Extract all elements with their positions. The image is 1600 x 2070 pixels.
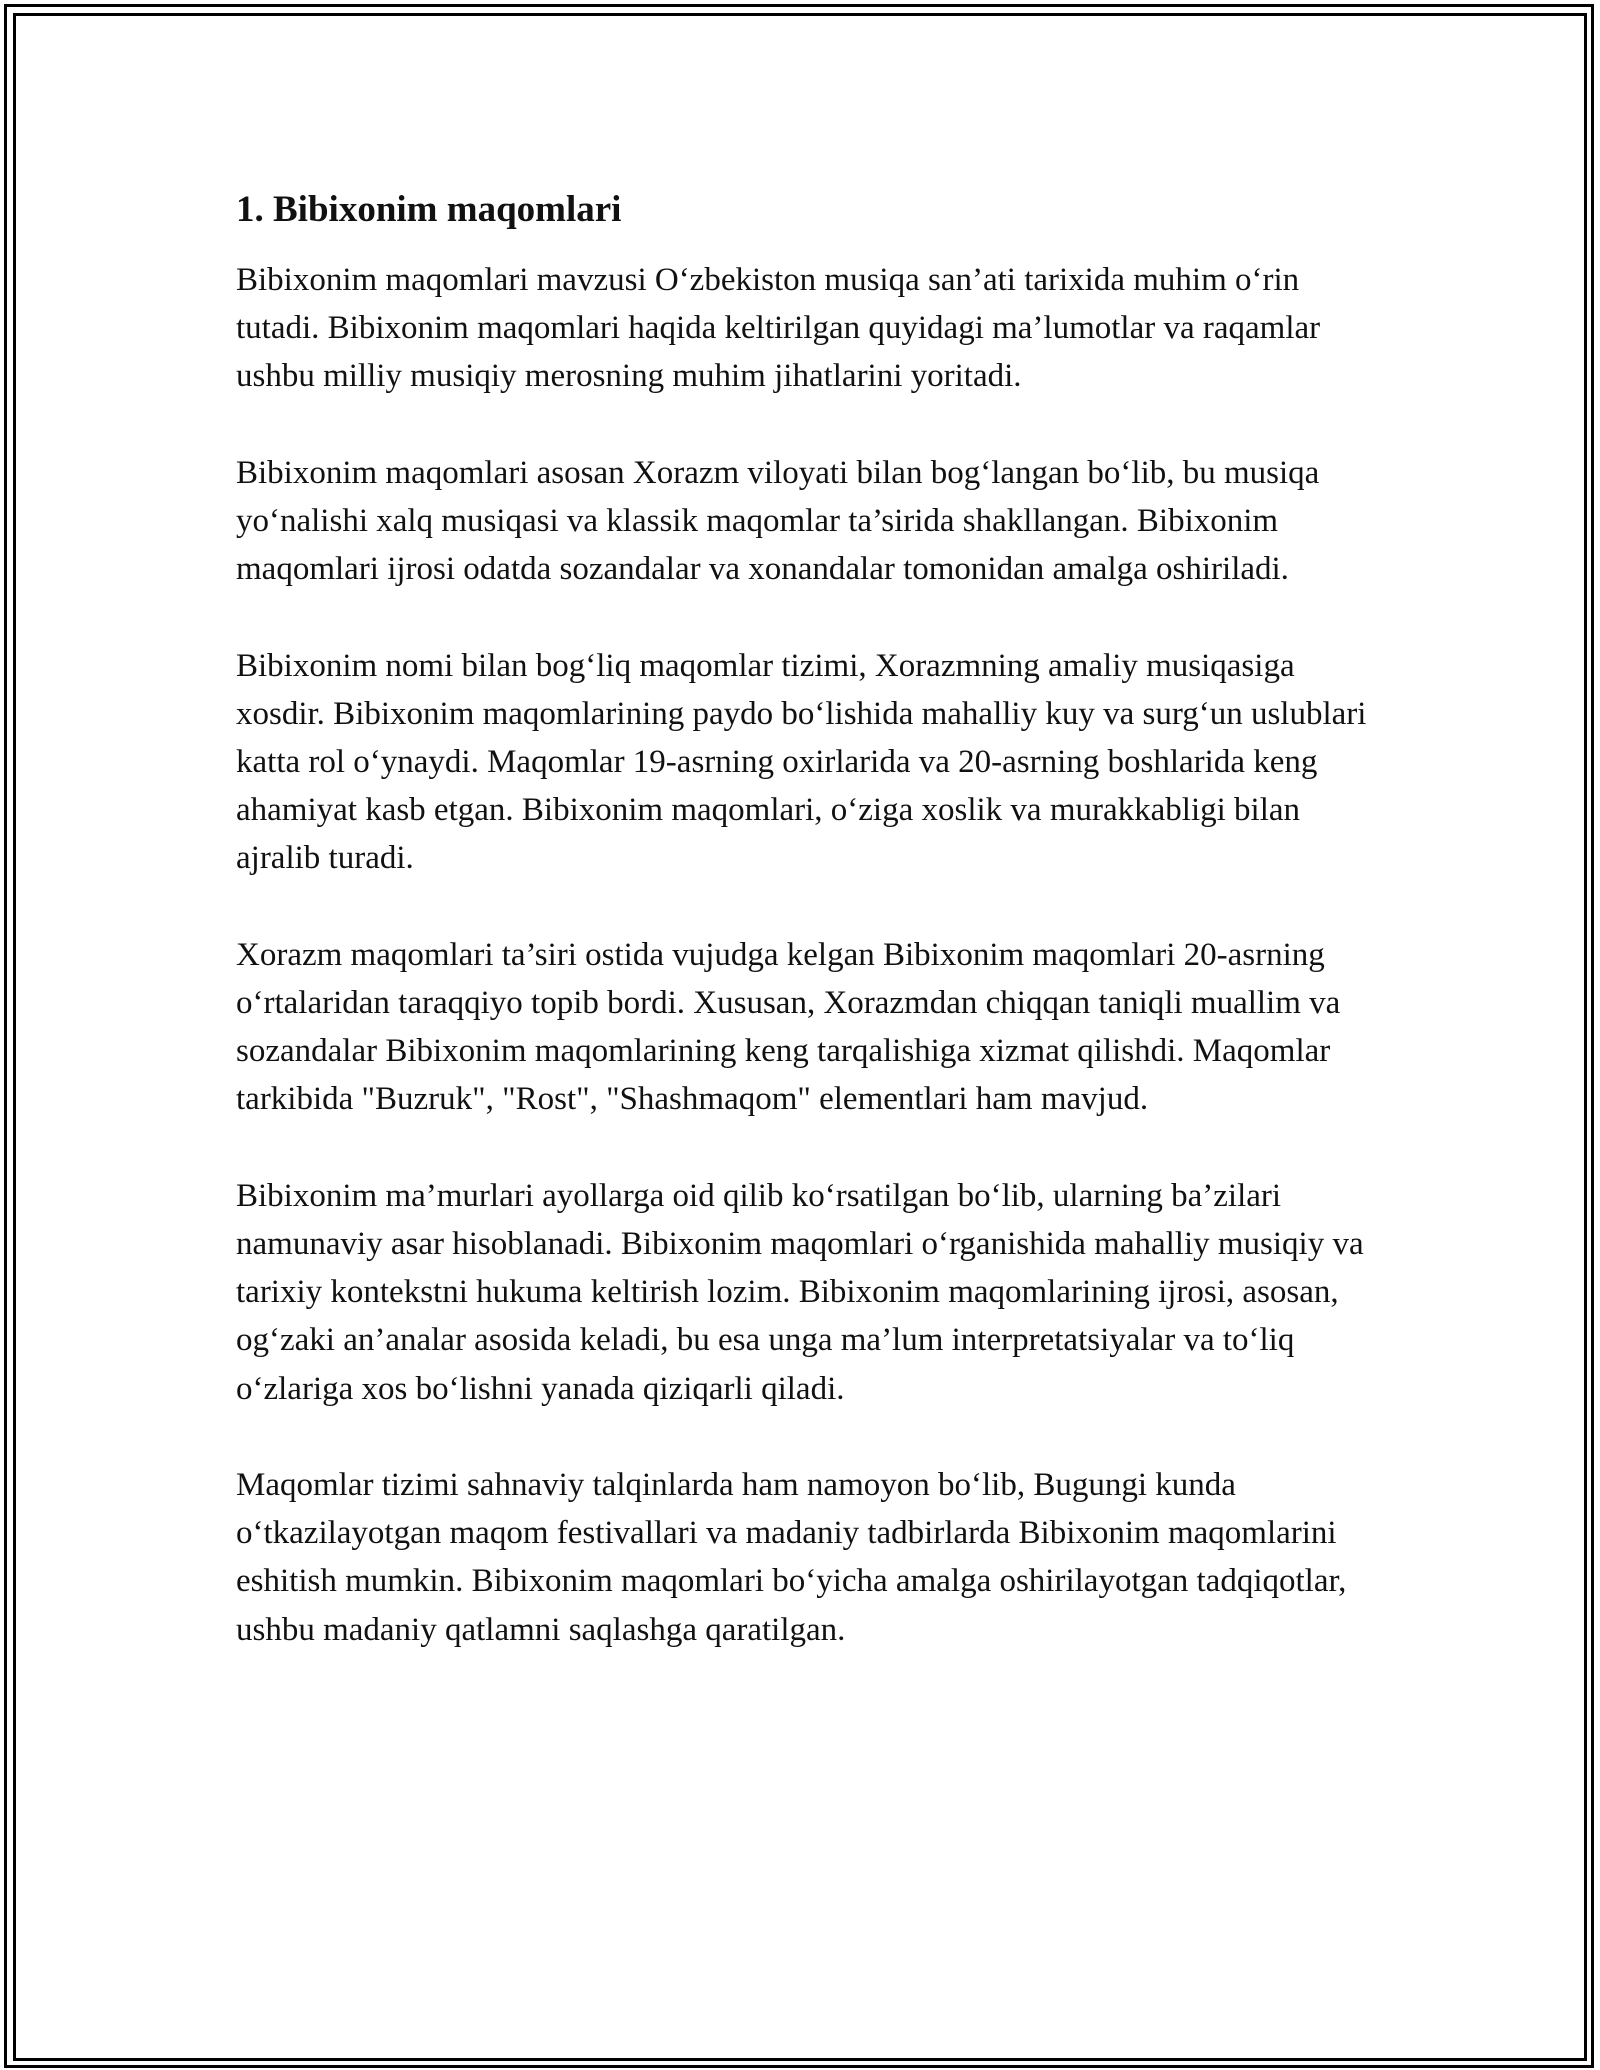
paragraph-2: Bibixonim maqomlari asosan Xorazm viloyati bilan bog‘langan bo‘lib, bu musiqa yo‘nalishi xalq musiqasi va klassik maqomlar ta’sirida shakllangan. Bibixonim maqomlari ijrosi odatda sozandalar va xonandalar tomonidan amalga oshiriladi. <box>236 454 1320 588</box>
paragraph-6: Maqomlar tizimi sahnaviy talqinlarda ham namoyon bo‘lib, Bugungi kunda o‘tkazilayotgan maqom festivallari va madaniy tadbirlarda Bibixonim maqomlarini eshitish mumkin. Bibixonim maqomlari bo‘yicha amalga oshirilayotgan tadqiqotlar, ushbu madaniy qatlamni saqlashga qaratilgan. <box>236 1467 1347 1648</box>
section-heading: 1. Bibixonim maqomlari <box>236 189 622 230</box>
paragraph-5: Bibixonim ma’murlari ayollarga oid qilib ko‘rsatilgan bo‘lib, ularning ba’zilari namunaviy asar hisoblanadi. Bibixonim maqomlari o‘rganishida mahalliy musiqiy va tarixiy kontekstni hukuma keltirish lozim. Bibixonim maqomlarining ijrosi, asosan, og‘zaki an’analar asosida keladi, bu esa unga ma’lum interpretatsiyalar va to‘liq o‘zlariga xos bo‘lishni yanada qiziqarli qiladi. <box>236 1177 1364 1407</box>
document-body <box>236 186 1386 1702</box>
paragraph-3: Bibixonim nomi bilan bog‘liq maqomlar tizimi, Xorazmning amaliy musiqasiga xosdir. Bibixonim maqomlarining paydo bo‘lishida mahalliy kuy va surg‘un uslublari katta rol o‘ynaydi. Maqomlar 19-asrning oxirlarida va 20-asrning boshlarida keng ahamiyat kasb etgan. Bibixonim maqomlari, o‘ziga xoslik va murakkabligi bilan ajralib turadi. <box>236 647 1367 877</box>
paragraph-4: Xorazm maqomlari ta’siri ostida vujudga kelgan Bibixonim maqomlari 20-asrning o‘rtalaridan taraqqiyo topib bordi. Xususan, Xorazmdan chiqqan taniqli muallim va sozandalar Bibixonim maqomlarining keng tarqalishiga xizmat qilishdi. Maqomlar tarkibida "Buzruk", "Rost", "Shashmaqom" elementlari ham mavjud. <box>236 936 1341 1118</box>
paragraph-1: Bibixonim maqomlari mavzusi O‘zbekiston musiqa san’ati tarixida muhim o‘rin tutadi. Bibixonim maqomlari haqida keltirilgan quyidagi ma’lumotlar va raqamlar ushbu milliy musiqiy merosning muhim jihatlarini yoritadi. <box>236 262 1321 395</box>
